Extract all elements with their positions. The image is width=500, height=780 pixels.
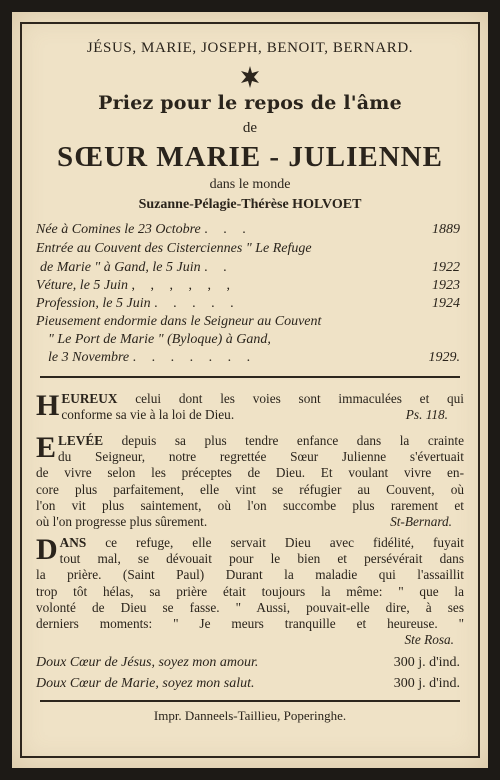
- indulgence-line: Doux Cœur de Marie, soyez mon salut.: [36, 676, 255, 691]
- rosa-signature: Ste Rosa.: [404, 632, 454, 648]
- civil-name: Suzanne-Pélagie-Thérèse HOLVOET: [138, 197, 362, 212]
- bio-year: 1922: [432, 260, 460, 275]
- indulgence-value: 300 j. d'ind.: [393, 655, 460, 670]
- drop-cap: H: [36, 389, 60, 422]
- drop-cap: E: [36, 431, 57, 464]
- divider: [40, 376, 460, 378]
- bio-line: Profession, le 5 Juin . . . . .: [36, 296, 240, 311]
- biography-paragraph: E LEVÉE depuis sa plus tendre enfance dans la crainte du Seigneur, notre regrettée Sœur Julienne s'évertuait de vivre selon les préceptes de Dieu. Et voulant vivre en- core plus parfaitement, elle vint se réfugier au Couvent, où l'on vit plus saintement, où l'on succombe plus rarement et où l'on progresse plus sûrement. St-Bernard.: [36, 431, 464, 530]
- bio-line: " Le Port de Marie " (Byloque) à Gand,: [48, 332, 271, 347]
- indulgence-line: Doux Cœur de Jésus, soyez mon amour.: [36, 655, 259, 670]
- bio-line: de Marie " à Gand, le 5 Juin . .: [40, 260, 233, 275]
- prayer-heading: Priez pour le repos de l'âme: [98, 92, 402, 114]
- religious-name: SŒUR MARIE - JULIENNE: [57, 141, 443, 173]
- bio-line: Née à Comines le 23 Octobre . . .: [36, 222, 252, 237]
- divider: [40, 700, 460, 702]
- bio-year: 1889: [432, 222, 460, 237]
- bio-line: Véture, le 5 Juin , , , , , ,: [36, 278, 237, 293]
- printer-credit: Impr. Danneels-Taillieu, Poperinghe.: [153, 708, 347, 723]
- bio-year: 1929.: [428, 350, 460, 365]
- de-word: de: [242, 120, 258, 136]
- bio-line: le 3 Novembre . . . . . . .: [48, 350, 257, 365]
- psalm-reference: Ps. 118.: [405, 407, 448, 423]
- scripture-paragraph: H EUREUX celui dont les voies sont immaculées et qui conforme sa vie à la loi de Dieu. Ps. 118.: [36, 389, 464, 423]
- bernard-signature: St-Bernard.: [390, 514, 452, 530]
- indulgence-value: 300 j. d'ind.: [393, 676, 460, 691]
- holy-names: JÉSUS, MARIE, JOSEPH, BENOIT, BERNARD.: [86, 40, 414, 56]
- drop-cap: D: [36, 533, 58, 566]
- refuge-paragraph: D ANS ce refuge, elle servait Dieu avec fidélité, fuyait tout mal, se dévouait pour le bien et persévérait dans la prière. (Saint Paul) Durant la maladie qui l'assaillit trop tôt hélas, sa prière était toujours la même: " que la volonté de Dieu se fasse. " Aussi, pouvait-elle dire, à ses derniers moments: " Je meurs tranquille et heureuse. " Ste Rosa.: [36, 533, 465, 648]
- bio-year: 1923: [432, 278, 460, 293]
- bio-year: 1924: [432, 296, 460, 311]
- bio-line: Entrée au Couvent des Cisterciennes " Le Refuge: [36, 241, 312, 256]
- monde-label: dans le monde: [209, 177, 291, 192]
- bio-line: Pieusement endormie dans le Seigneur au Couvent: [36, 314, 322, 329]
- cross-icon: [237, 64, 263, 90]
